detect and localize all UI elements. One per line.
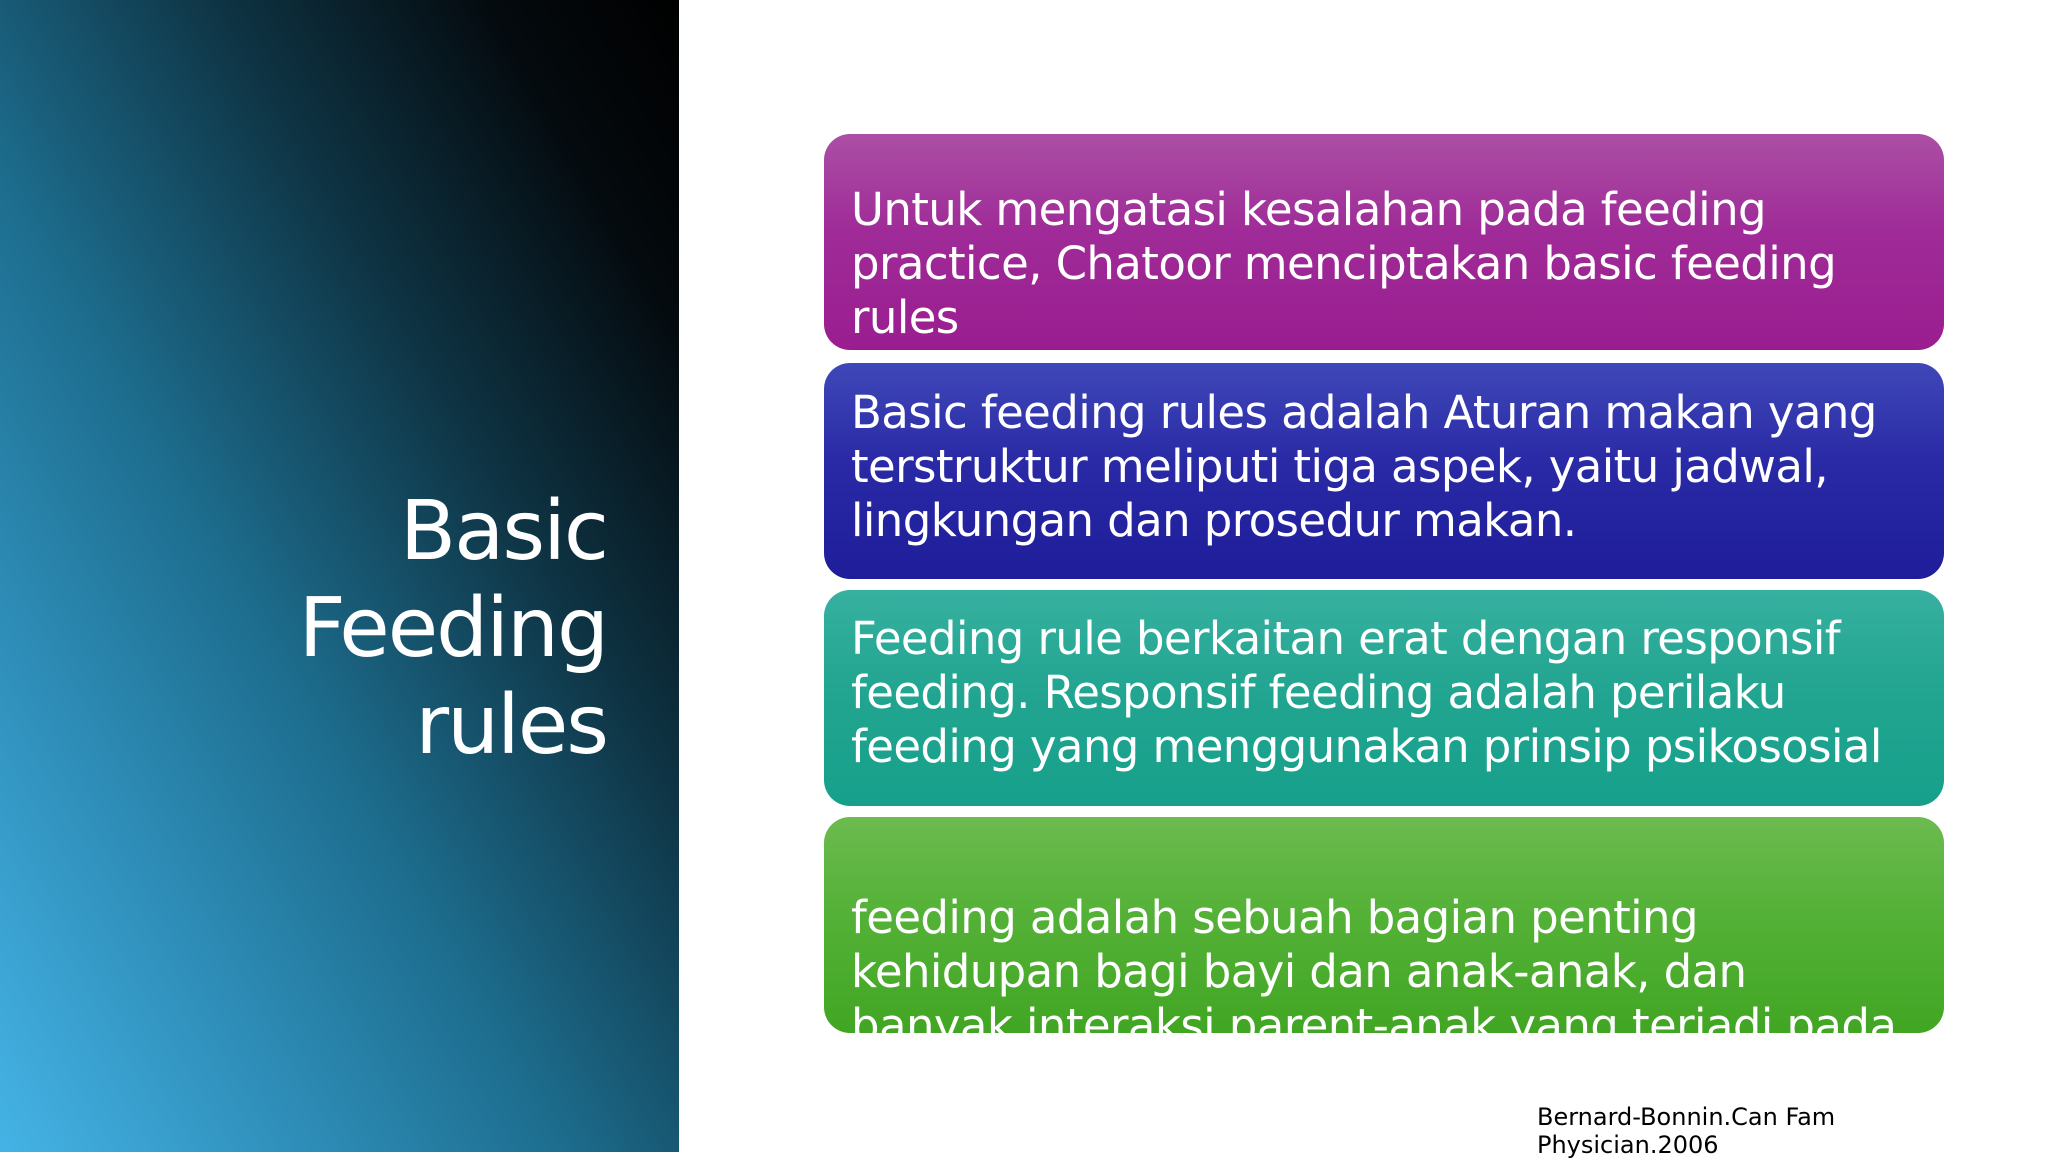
title-panel xyxy=(0,0,679,1152)
slide-title-line-3: rules xyxy=(415,678,607,773)
content-card-4 xyxy=(824,817,1944,1106)
content-card-3-text: Feeding rule berkaitan erat dengan responsif feeding. Responsif feeding adalah perilaku feeding yang menggunakan prinsip psikososial xyxy=(851,612,1882,773)
slide-title xyxy=(47,483,607,774)
content-card-1 xyxy=(824,134,1944,350)
content-card-3 xyxy=(824,590,1944,806)
content-card-2-text: Basic feeding rules adalah Aturan makan yang terstruktur meliputi tiga aspek, yaitu jadwal, lingkungan dan prosedur makan. xyxy=(851,386,1877,547)
content-card-1-text: Untuk mengatasi kesalahan pada feeding practice, Chatoor menciptakan basic feeding rules xyxy=(851,183,1837,344)
content-card-4-text: feeding adalah sebuah bagian penting kehidupan bagi bayi dan anak-anak, dan banyak interaksi parent-anak yang terjadi pada saat xyxy=(851,891,1897,1106)
slide-title-line-1: Basic xyxy=(399,484,607,579)
slide-title-line-2: Feeding xyxy=(298,581,607,676)
source-citation: Bernard-Bonnin.Can Fam Physician.2006 xyxy=(1537,1103,1836,1159)
content-card-2 xyxy=(824,363,1944,579)
